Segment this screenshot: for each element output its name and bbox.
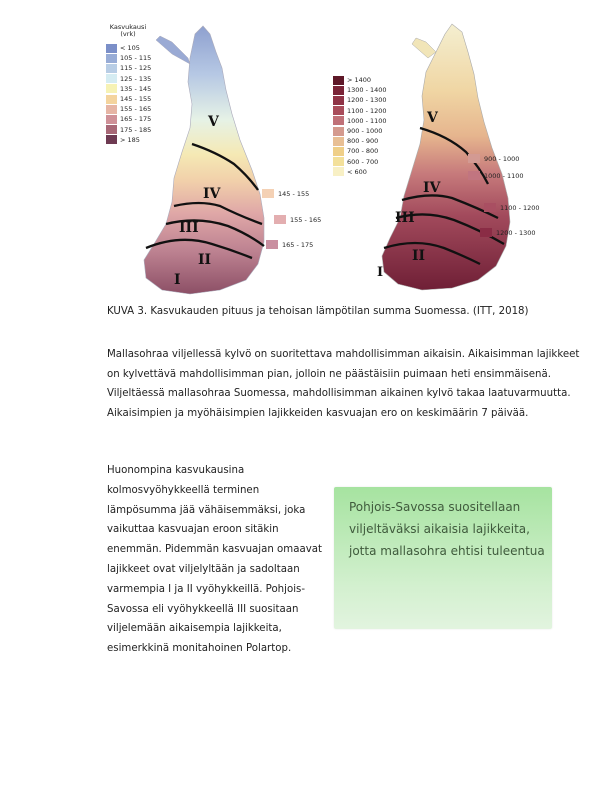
left-legend-swatch bbox=[106, 44, 117, 53]
right-legend-label: 900 - 1000 bbox=[347, 126, 383, 135]
right-legend-item bbox=[333, 85, 387, 95]
right-legend-label: 1300 - 1400 bbox=[347, 86, 387, 95]
right-legend-label: 1200 - 1300 bbox=[347, 96, 387, 105]
left-text-line: lajikkeet ovat viljelyltään ja sadoltaan bbox=[107, 563, 300, 575]
paragraph-line: Viljeltäessä mallasohraa Suomessa, mahdollisimman aikainen kylvö takaa laatuvarmuutta. bbox=[107, 388, 571, 399]
left-text-line: lämpösumma jää vähäisemmäksi, joka bbox=[107, 504, 306, 516]
left-legend-swatch bbox=[106, 74, 117, 83]
right-callout-2-label: 1000 - 1100 bbox=[484, 171, 524, 180]
right-callout-2 bbox=[468, 171, 524, 180]
right-zone-iv: IV bbox=[423, 180, 441, 196]
left-text-line: kolmosvyöhykkeellä terminen bbox=[107, 484, 260, 496]
right-legend-label: 700 - 800 bbox=[347, 147, 379, 156]
left-callout-3-label: 165 - 175 bbox=[282, 240, 314, 249]
left-legend-label: 135 - 145 bbox=[120, 84, 152, 93]
left-legend-item bbox=[106, 63, 151, 73]
right-legend-label: 800 - 900 bbox=[347, 137, 379, 146]
left-legend-label: 145 - 155 bbox=[120, 94, 152, 103]
left-legend-swatch bbox=[106, 135, 117, 144]
right-zone-v: V bbox=[427, 110, 438, 126]
left-callout-1-label: 145 - 155 bbox=[278, 189, 310, 198]
right-legend-item bbox=[333, 116, 387, 126]
left-zone-iv: IV bbox=[203, 186, 221, 202]
left-legend-item bbox=[106, 135, 151, 145]
left-text-line: varmempia I ja II vyöhykkeillä. Pohjois- bbox=[107, 583, 306, 595]
left-legend-item bbox=[106, 84, 151, 94]
right-legend-item bbox=[333, 95, 387, 105]
right-callout-3-swatch bbox=[484, 203, 496, 212]
right-callout-1 bbox=[468, 154, 519, 163]
figure-maps bbox=[100, 12, 560, 302]
left-text-line: Savossa eli vyöhykkeellä III suositaan bbox=[107, 603, 299, 615]
left-zone-ii: II bbox=[198, 252, 212, 268]
right-callout-4-label: 1200 - 1300 bbox=[496, 228, 536, 237]
left-legend-swatch bbox=[106, 115, 117, 124]
right-legend-item bbox=[333, 167, 387, 177]
left-text-line: enemmän. Pidemmän kasvuajan omaavat bbox=[107, 544, 322, 556]
highlight-line: viljeltäväksi aikaisia lajikkeita, bbox=[349, 522, 530, 536]
right-legend-swatch bbox=[333, 106, 344, 115]
left-legend-swatch bbox=[106, 105, 117, 114]
left-legend-swatch bbox=[106, 64, 117, 73]
highlight-box bbox=[334, 487, 552, 629]
left-legend-label: 115 - 125 bbox=[120, 64, 152, 73]
left-legend-label: 165 - 175 bbox=[120, 115, 152, 124]
highlight-line: jotta mallasohra ehtisi tuleentua bbox=[349, 544, 545, 558]
left-callout-3 bbox=[266, 240, 313, 249]
right-legend-label: 1000 - 1100 bbox=[347, 116, 387, 125]
left-legend-label: 155 - 165 bbox=[120, 105, 152, 114]
left-legend-item bbox=[106, 74, 151, 84]
right-legend bbox=[333, 75, 387, 177]
right-legend-item bbox=[333, 126, 387, 136]
right-legend-swatch bbox=[333, 76, 344, 85]
right-legend-swatch bbox=[333, 96, 344, 105]
left-legend-title: Kasvukausi (vrk) bbox=[109, 23, 147, 38]
right-legend-label: 600 - 700 bbox=[347, 157, 379, 166]
right-legend-label: 1100 - 1200 bbox=[347, 106, 387, 115]
left-legend-item bbox=[106, 53, 151, 63]
left-legend bbox=[106, 24, 151, 145]
left-text-line: viljelemään aikaisempia lajikkeita, bbox=[107, 623, 282, 635]
left-legend-label: > 185 bbox=[120, 135, 140, 144]
right-map-top bbox=[412, 38, 436, 58]
left-callout-2-label: 155 - 165 bbox=[290, 215, 322, 224]
right-legend-item bbox=[333, 106, 387, 116]
left-legend-swatch bbox=[106, 125, 117, 134]
left-zone-iii: III bbox=[179, 220, 199, 236]
left-callout-1-swatch bbox=[262, 189, 274, 198]
left-legend-item bbox=[106, 94, 151, 104]
left-callout-1 bbox=[262, 189, 309, 198]
left-legend-label: 105 - 115 bbox=[120, 54, 152, 63]
left-text-line: vaikuttaa kasvuajan eroon sitäkin bbox=[107, 524, 279, 536]
left-legend-item bbox=[106, 104, 151, 114]
right-legend-item bbox=[333, 136, 387, 146]
left-text-line: Huonompina kasvukausina bbox=[107, 465, 245, 476]
left-callout-2-swatch bbox=[274, 215, 286, 224]
right-legend-label: > 1400 bbox=[347, 76, 372, 84]
right-legend-swatch bbox=[333, 137, 344, 146]
body-paragraph bbox=[107, 345, 580, 423]
highlight-line: Pohjois-Savossa suositellaan bbox=[349, 500, 521, 514]
left-callout-2 bbox=[274, 215, 321, 224]
paragraph-line: Mallasohraa viljellessä kylvö on suoritettava mahdollisimman aikaisin. Aikaisimman lajikkeet bbox=[107, 349, 580, 360]
right-legend-item bbox=[333, 75, 387, 85]
right-legend-swatch bbox=[333, 157, 344, 166]
left-legend-swatch bbox=[106, 54, 117, 63]
right-callout-3-label: 1100 - 1200 bbox=[500, 203, 540, 212]
right-legend-swatch bbox=[333, 127, 344, 136]
right-legend-swatch bbox=[333, 167, 344, 176]
right-callout-4 bbox=[480, 228, 536, 237]
left-legend-item bbox=[106, 125, 151, 135]
left-legend-swatch bbox=[106, 95, 117, 104]
left-text-line: esimerkkinä monitahoinen Polartop. bbox=[107, 643, 292, 655]
right-legend-item bbox=[333, 157, 387, 167]
figure-caption: KUVA 3. Kasvukauden pituus ja tehoisan lämpötilan summa Suomessa. (ITT, 2018) bbox=[107, 306, 529, 317]
left-legend-label: 125 - 135 bbox=[120, 74, 152, 83]
right-legend-swatch bbox=[333, 86, 344, 95]
left-legend-swatch bbox=[106, 84, 117, 93]
paragraph-line: Aikaisimpien ja myöhäisimpien lajikkeiden kasvuajan ero on keskimäärin 7 päivää. bbox=[107, 407, 529, 419]
left-column-text bbox=[107, 461, 327, 659]
right-zone-ii: II bbox=[412, 248, 426, 264]
right-callout-3 bbox=[484, 203, 540, 212]
left-legend-label: 175 - 185 bbox=[120, 125, 152, 134]
right-callout-4-swatch bbox=[480, 228, 492, 237]
left-zone-v: V bbox=[208, 114, 219, 130]
right-legend-swatch bbox=[333, 147, 344, 156]
right-zone-i: I bbox=[377, 265, 384, 280]
right-legend-label: < 600 bbox=[347, 167, 367, 176]
left-zone-i: I bbox=[174, 272, 181, 288]
left-legend-label: < 105 bbox=[120, 44, 140, 52]
right-callout-1-swatch bbox=[468, 154, 480, 163]
left-map-top bbox=[156, 36, 190, 64]
left-legend-item bbox=[106, 43, 151, 53]
paragraph-line: on kylvettävä mahdollisimman pian, jolloin ne päästäisiin puimaan heti ensimmäisenä. bbox=[107, 368, 551, 380]
right-callout-1-label: 900 - 1000 bbox=[484, 154, 520, 163]
left-callout-3-swatch bbox=[266, 240, 278, 249]
left-legend-item bbox=[106, 114, 151, 124]
right-legend-item bbox=[333, 146, 387, 156]
right-zone-iii: III bbox=[395, 210, 415, 226]
right-callout-2-swatch bbox=[468, 171, 480, 180]
right-legend-swatch bbox=[333, 116, 344, 125]
